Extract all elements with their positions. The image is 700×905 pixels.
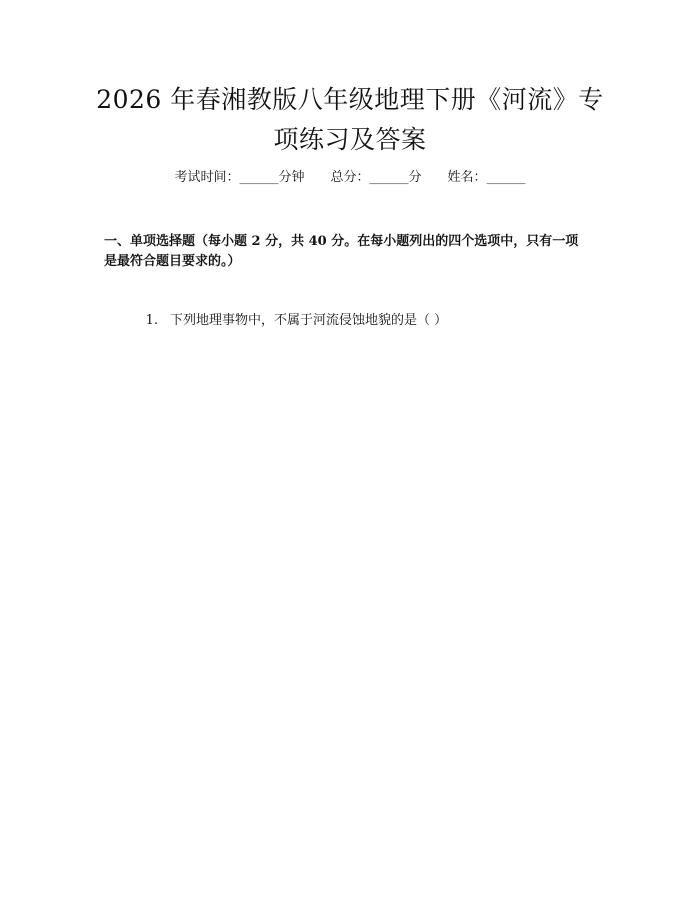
section-heading-line-1: 一、单项选择题（每小题 2 分，共 40 分。在每小题列出的四个选项中，只有一项 <box>104 234 579 249</box>
question-number: 1. <box>145 313 158 328</box>
exam-time-field: 考试时间：______分钟 <box>174 170 305 185</box>
total-score-field: 总分：______分 <box>330 170 422 185</box>
section-heading-line-2: 是最符合题目要求的。） <box>104 254 241 269</box>
student-name-field: 姓名：______ <box>447 170 526 185</box>
question-text: 下列地理事物中，不属于河流侵蚀地貌的是（ ） <box>170 313 448 328</box>
title-line-1: 2026 年春湘教版八年级地理下册《河流》专 <box>96 85 604 114</box>
title-line-2: 项练习及答案 <box>273 125 427 154</box>
exam-meta-row <box>0 168 700 188</box>
section-heading <box>104 232 596 272</box>
question-1 <box>104 311 596 331</box>
page-title <box>60 80 640 160</box>
